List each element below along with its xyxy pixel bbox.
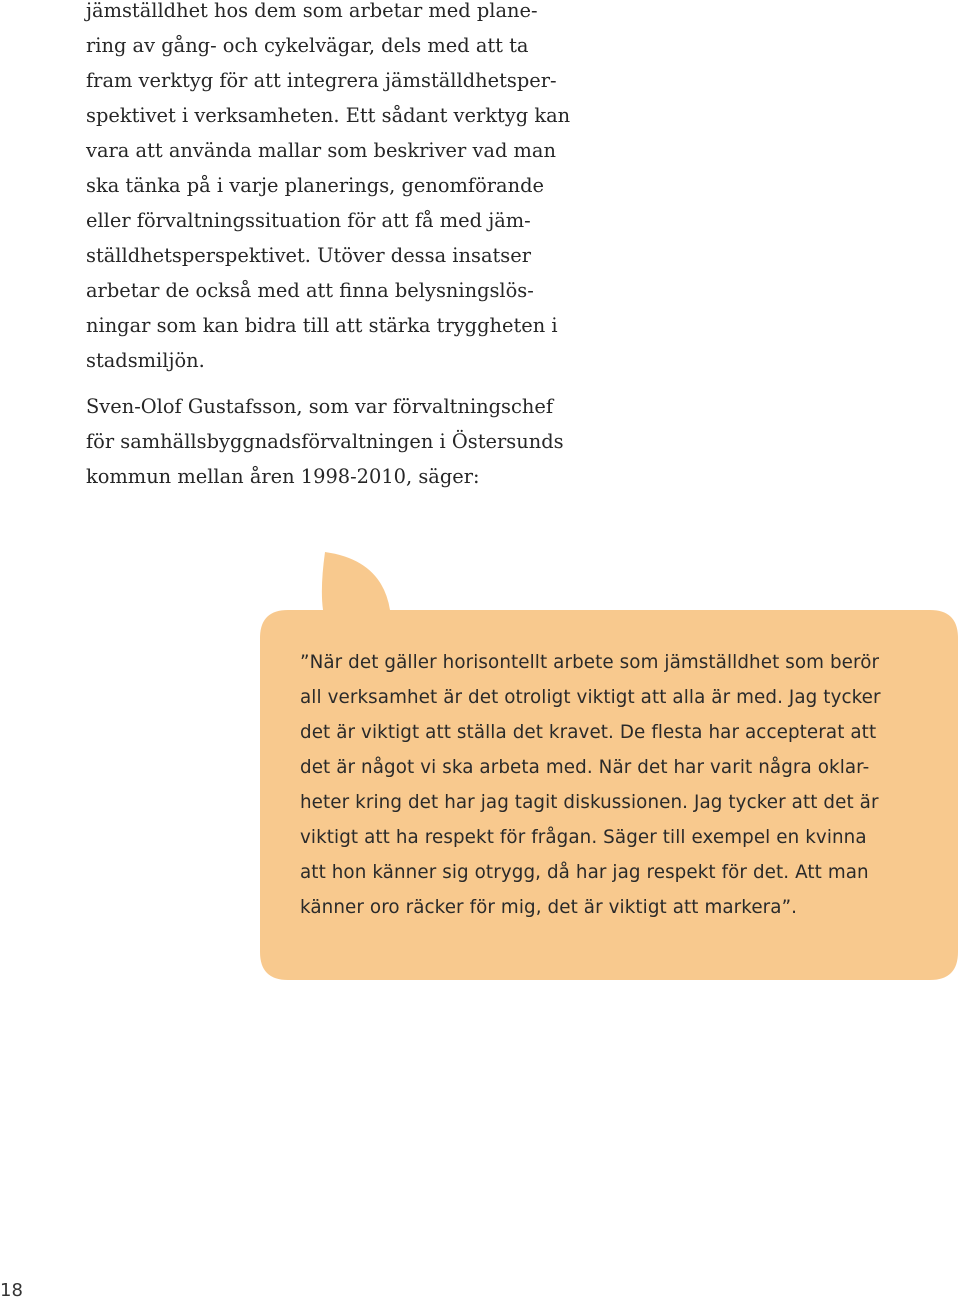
quote-line: all verksamhet är det otroligt viktigt att alla är med. Jag tycker [300,687,881,708]
text-line: spektivet i verksamheten. Ett sådant verktyg kan [86,104,571,127]
text-line: stadsmiljön. [86,349,205,372]
text-line: för samhällsbyggnadsförvaltningen i Östersunds [86,430,564,453]
text-line: eller förvaltningssituation för att få med jäm- [86,209,531,232]
quote-line: heter kring det har jag tagit diskussionen. Jag tycker att det är [300,792,879,813]
text-line: ningar som kan bidra till att stärka tryggheten i [86,314,558,337]
text-line: jämställdhet hos dem som arbetar med plane- [86,0,538,22]
text-line: Sven-Olof Gustafsson, som var förvaltningschef [86,395,554,418]
quote-line: det är viktigt att ställa det kravet. De flesta har accepterat att [300,722,877,743]
text-line: ring av gång- och cykelvägar, dels med att ta [86,34,529,57]
page-number: 18 [0,1280,23,1301]
quote-text [300,645,940,925]
quote-line: ”När det gäller horisontellt arbete som jämställdhet som berör [300,652,880,673]
quote-line: känner oro räcker för mig, det är viktigt att markera”. [300,897,798,918]
quote-line: att hon känner sig otrygg, då har jag respekt för det. Att man [300,862,869,883]
text-line: kommun mellan åren 1998-2010, säger: [86,465,480,488]
quote-line: det är något vi ska arbeta med. När det har varit några oklar- [300,757,870,778]
text-line: ställdhetsperspektivet. Utöver dessa insatser [86,244,531,267]
text-line: vara att använda mallar som beskriver vad man [86,139,556,162]
quote-line: viktigt att ha respekt för frågan. Säger till exempel en kvinna [300,827,867,848]
text-line: arbetar de också med att finna belysningslös- [86,279,534,302]
text-line: fram verktyg för att integrera jämställdhetsper- [86,69,557,92]
text-line: ska tänka på i varje planerings, genomförande [86,174,544,197]
